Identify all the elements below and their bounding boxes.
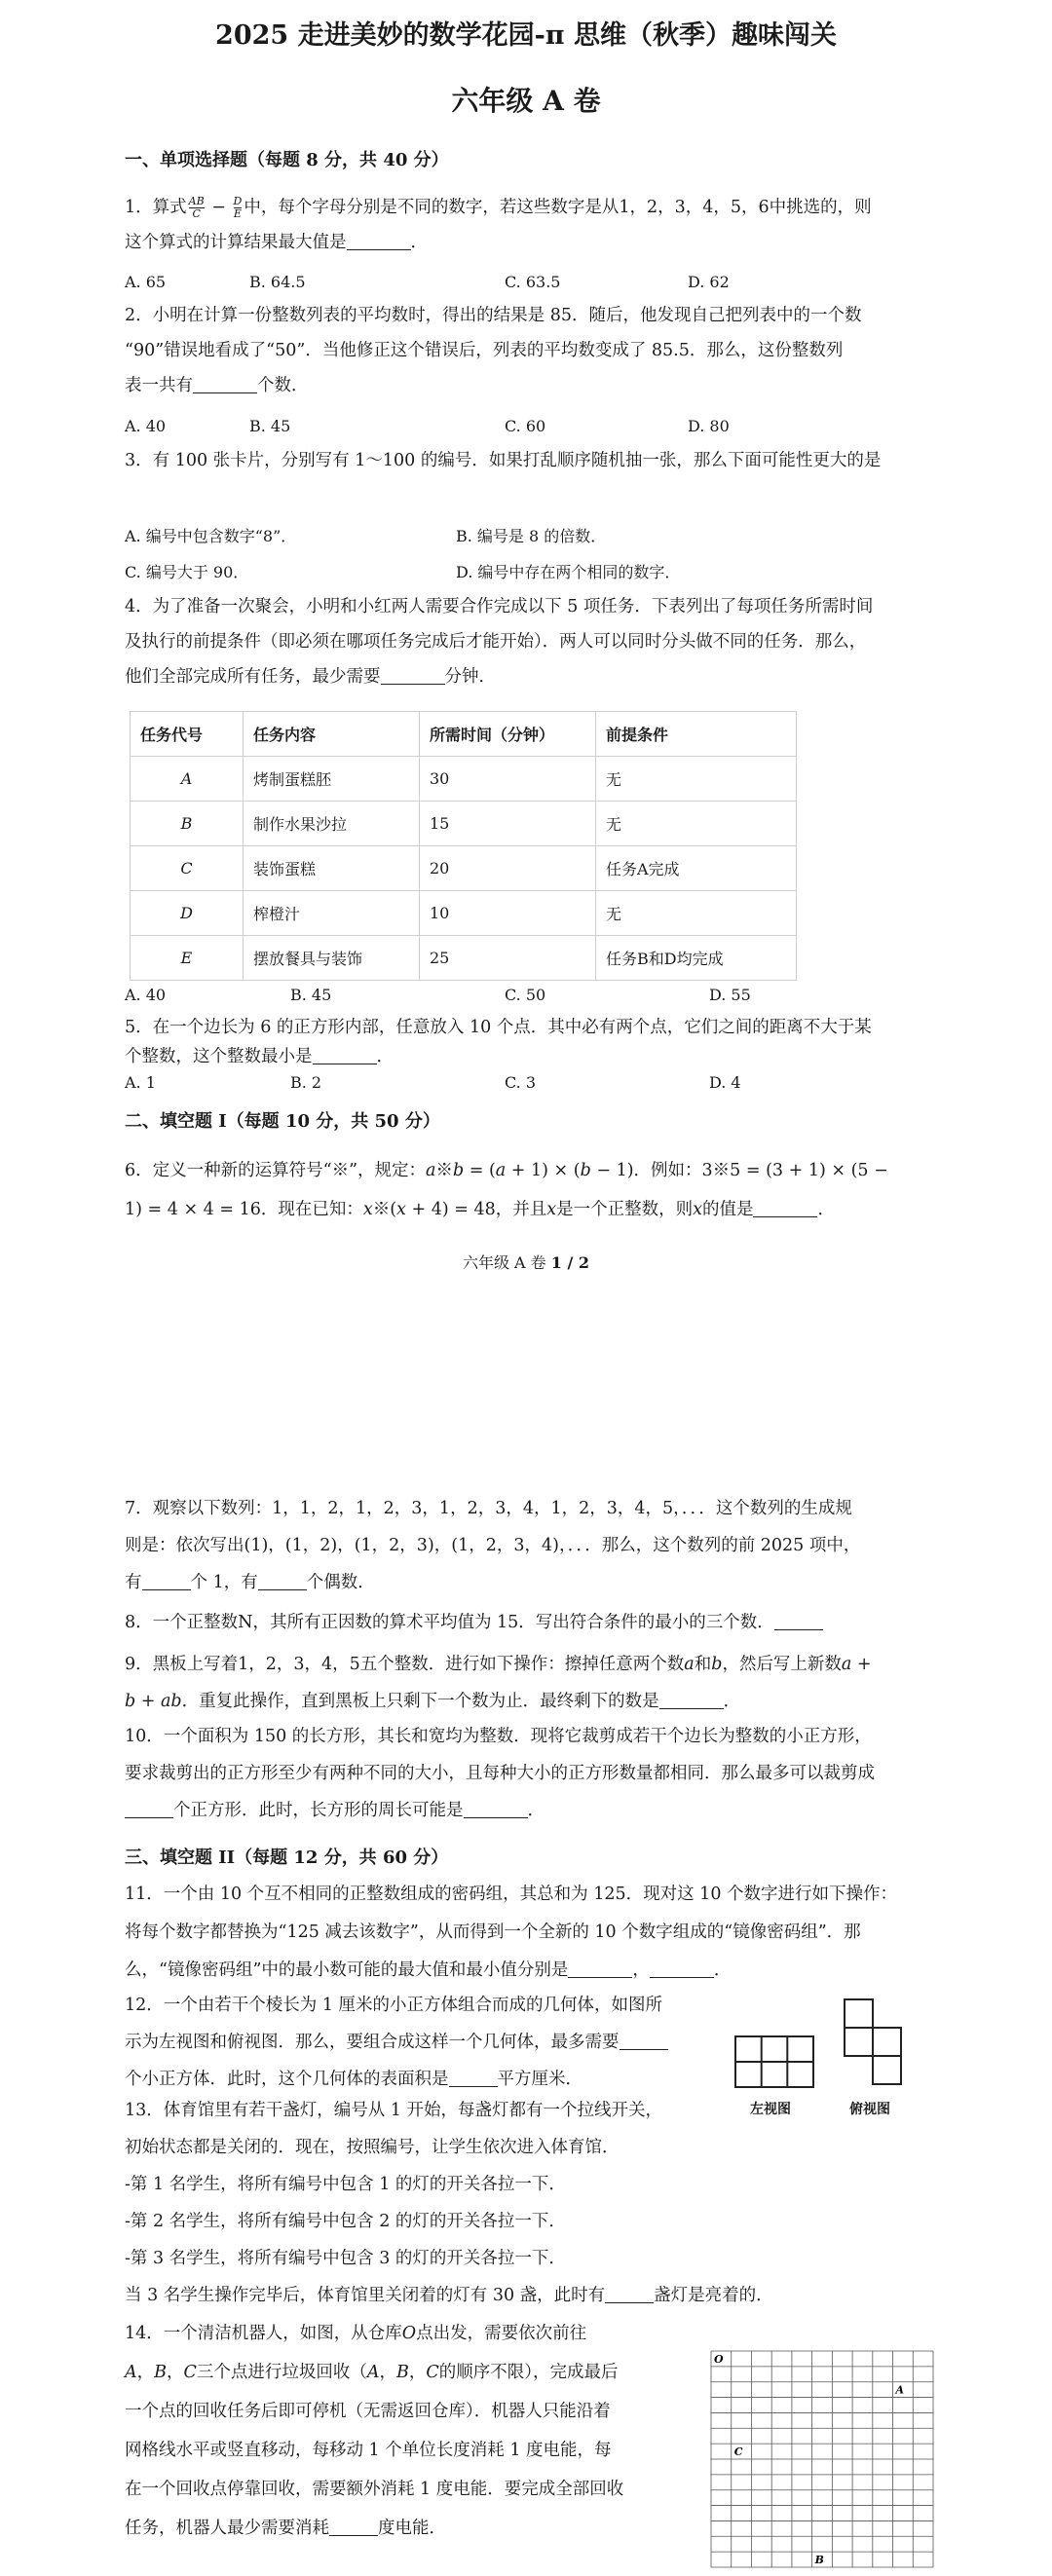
question-3-options-row2 <box>125 560 933 587</box>
option-a: A. 40 <box>125 986 167 1004</box>
table-cell: 任务A完成 <box>596 846 797 891</box>
table-header: 任务代号 <box>131 712 244 757</box>
answer-blank <box>258 1572 307 1590</box>
question-3: 3．有 100 张卡片，分别写有 1～100 的编号．如果打乱顺序随机抽一张，那么下面可能性更大的是 <box>125 451 882 470</box>
option-a: A. 编号中包含数字“8”． <box>125 527 297 545</box>
answer-blank <box>650 1960 714 1978</box>
table-row <box>131 936 797 981</box>
table-header: 所需时间（分钟） <box>420 712 596 757</box>
question-4-options <box>125 986 933 1013</box>
robot-grid-map <box>705 2345 939 2571</box>
question-6: 6．定义一种新的运算符号“※”，规定：𝑎※𝑏 = (𝑎 + 1) × (𝑏 − 1)．例如：3※5 = (3 + 1) × (5 − 1) = 4 × 4 = 16．现在已知：𝑥※(𝑥 + 4) = 48，并且𝑥是一个正整数，则𝑥的值是 ． <box>125 1161 888 1219</box>
table-header: 前提条件 <box>596 712 797 757</box>
grid-point-c: C <box>733 2445 743 2459</box>
option-d: D. 编号中存在两个相同的数字． <box>456 563 681 581</box>
question-10: 10．一个面积为 150 的长方形，其长和宽均为整数．现将它裁剪成若干个边长为整数的小正方形， 要求裁剪出的正方形至少有两种不同的大小，且每种大小的正方形数量都相同．那么最多可以裁剪成 个正方形．此时，长方形的周长可能是 ． <box>125 1727 875 1820</box>
answer-blank <box>620 2032 668 2050</box>
table-cell: C <box>131 846 244 891</box>
answer-blank <box>381 666 445 685</box>
option-c: C. 60 <box>505 417 546 435</box>
table-row <box>131 891 797 936</box>
left-view-figure <box>734 2035 814 2088</box>
section-3-heading: 三、填空题 II（每题 12 分，共 60 分） <box>125 1848 449 1868</box>
answer-blank <box>313 1046 377 1064</box>
section-1-heading: 一、单项选择题（每题 8 分，共 40 分） <box>125 150 449 170</box>
page-subtitle: 六年级 A 卷 <box>451 85 601 117</box>
question-13: 13．体育馆里有若干盏灯，编号从 1 开始，每盏灯都有一个拉线开关， 初始状态都是关闭的．现在，按照编号，让学生依次进入体育馆． -第 1 名学生，将所有编号中包含 1 的灯的开关各拉一下． -第 2 名学生，将所有编号中包含 2 的灯的开关各拉一下． -第 3 名学生，将所有编号中包含 3 的灯的开关各拉一下． 当 3 名学生操作完毕后，体育馆里关闭着的灯有 30 盏，此时有 盏灯是亮着的． <box>125 2101 773 2305</box>
page-title: 2025 走进美妙的数学花园-π 思维（秋季）趣味闯关 <box>215 20 837 51</box>
table-cell: 无 <box>596 802 797 846</box>
question-5-options <box>125 1073 933 1101</box>
option-c: C. 63.5 <box>505 273 561 291</box>
option-b: B. 45 <box>290 986 332 1004</box>
top-view-label: 俯视图 <box>849 2102 890 2117</box>
table-cell: 10 <box>420 891 596 936</box>
table-cell: 20 <box>420 846 596 891</box>
answer-blank <box>568 1960 632 1978</box>
option-b: B. 2 <box>290 1073 322 1092</box>
question-4: 4．为了准备一次聚会，小明和小红两人需要合作完成以下 5 项任务．下表列出了每项任务所需时间 及执行的前提条件（即必须在哪项任务完成后才能开始）．两人可以同时分头做不同的任务．那么， 他们全部完成所有任务，最少需要 分钟． <box>125 597 874 687</box>
table-header: 任务内容 <box>244 712 420 757</box>
question-11: 11．一个由 10 个互不相同的正整数组成的密码组，其总和为 125．现对这 10 个数字进行如下操作： 将每个数字都替换为“125 减去该数字”，从而得到一个全新的 10 个数字组成的“镜像密码组”．那 么，“镜像密码组”中的最小数可能的最大值和最小值分别是 ， ． <box>125 1885 898 1980</box>
question-9: 9．黑板上写着1，2，3，4，5五个整数．进行如下操作：擦掉任意两个数𝑎和𝑏，然后写上新数𝑎 + 𝑏 + 𝑎𝑏．重复此操作，直到黑板上只剩下一个数为止．最终剩下的数是 ． <box>125 1655 872 1711</box>
top-view-figure <box>844 1998 902 2088</box>
table-cell: 15 <box>420 802 596 846</box>
answer-blank <box>329 2518 378 2536</box>
option-c: C. 50 <box>505 986 546 1004</box>
table-row <box>131 846 797 891</box>
question-7: 7．观察以下数列：1，1，2，1，2，3，1，2，3，4，1，2，3，4，5，．．．这个数列的生成规 则是：依次写出(1)，(1，2)，(1，2，3)，(1，2，3，4)，．．．那么，这个数列的前 2025 项中， 有 个 1，有 个偶数． <box>125 1499 861 1592</box>
section-2-heading: 二、填空题 I（每题 10 分，共 50 分） <box>125 1111 440 1132</box>
option-a: A. 40 <box>125 417 167 435</box>
table-cell: B <box>131 802 244 846</box>
question-14: 14．一个清洁机器人，如图，从仓库𝑂点出发，需要依次前往 𝐴，𝐵，𝐶三个点进行垃圾回收（𝐴，𝐵，𝐶的顺序不限），完成最后 一个点的回收任务后即可停机（无需返回仓库）．机器人只能沿着 网格线水平或竖直移动，每移动 1 个单位长度消耗 1 度电能，每 在一个回收点停靠回收，需要额外消耗 1 度电能．要完成全部回收 任务，机器人最少需要消耗 度电能． <box>125 2324 624 2538</box>
page-footer: 六年级 A 卷 1 / 2 <box>462 1253 590 1272</box>
table-cell: 烤制蛋糕胚 <box>244 757 420 802</box>
grid-svg <box>705 2345 939 2571</box>
table-cell: D <box>131 891 244 936</box>
table-cell: 制作水果沙拉 <box>244 802 420 846</box>
grid-point-a: A <box>895 2383 905 2397</box>
table-header-row <box>131 712 797 757</box>
answer-blank <box>464 1800 528 1818</box>
answer-blank <box>347 232 411 250</box>
answer-blank <box>142 1572 191 1590</box>
answer-blank <box>125 1800 173 1818</box>
option-d: D. 80 <box>688 417 730 435</box>
option-a: A. 1 <box>125 1073 156 1092</box>
table-cell: E <box>131 936 244 981</box>
grid-point-o: O <box>714 2353 724 2366</box>
question-2-options <box>125 417 933 444</box>
table-cell: A <box>131 757 244 802</box>
question-8: 8．一个正整数N，其所有正因数的算术平均值为 15．写出符合条件的最小的三个数． <box>125 1605 933 1640</box>
task-table <box>130 711 797 981</box>
answer-blank <box>753 1199 817 1217</box>
table-cell: 榨橙汁 <box>244 891 420 936</box>
table-cell: 无 <box>596 757 797 802</box>
question-5: 5．在一个边长为 6 的正方形内部，任意放入 10 个点．其中必有两个点，它们之间的距离不大于某 个整数，这个整数最小是 ． <box>125 1018 872 1066</box>
option-d: D. 55 <box>709 986 751 1004</box>
option-d: D. 4 <box>709 1073 741 1092</box>
table-row <box>131 802 797 846</box>
question-1-options <box>125 273 933 300</box>
option-b: B. 编号是 8 的倍数． <box>456 527 607 545</box>
table-cell: 无 <box>596 891 797 936</box>
option-c: C. 编号大于 90． <box>125 563 249 581</box>
table-row <box>131 757 797 802</box>
question-2: 2．小明在计算一份整数列表的平均数时，得出的结果是 85．随后，他发现自己把列表中的一个数 “90”错误地看成了“50”．当他修正这个错误后，列表的平均数变成了 85.5．那么，这份整数列 表一共有 个数． <box>125 306 862 395</box>
grid-point-b: B <box>814 2554 824 2567</box>
option-a: A. 65 <box>125 273 167 291</box>
table-cell: 30 <box>420 757 596 802</box>
table-cell: 任务B和D均完成 <box>596 936 797 981</box>
answer-blank <box>774 1612 823 1630</box>
table-cell: 装饰蛋糕 <box>244 846 420 891</box>
option-d: D. 62 <box>688 273 730 291</box>
option-b: B. 45 <box>249 417 291 435</box>
question-1: 1．算式 $\frac{AB}{C}$ − $\frac{D}{E}$ 中，每个字母分别是不同的数字，若这些数字是从1，2，3，4，5，6中挑选的，则 这个算式的计算结果最大值是 ． <box>125 195 872 252</box>
question-12: 12．一个由若干个棱长为 1 厘米的小正方体组合而成的几何体，如图所 示为左视图和俯视图．那么，要组合成这样一个几何体，最多需要 个小正方体．此时，这个几何体的表面积是 平方厘米． <box>125 1987 709 2098</box>
question-3-options-row1 <box>125 524 933 551</box>
answer-blank <box>193 375 257 393</box>
option-b: B. 64.5 <box>249 273 306 291</box>
answer-blank <box>605 2285 654 2303</box>
answer-blank <box>449 2069 498 2087</box>
option-c: C. 3 <box>505 1073 537 1092</box>
table-cell: 25 <box>420 936 596 981</box>
table-cell: 摆放餐具与装饰 <box>244 936 420 981</box>
left-view-label: 左视图 <box>750 2102 791 2117</box>
answer-blank <box>659 1691 724 1709</box>
